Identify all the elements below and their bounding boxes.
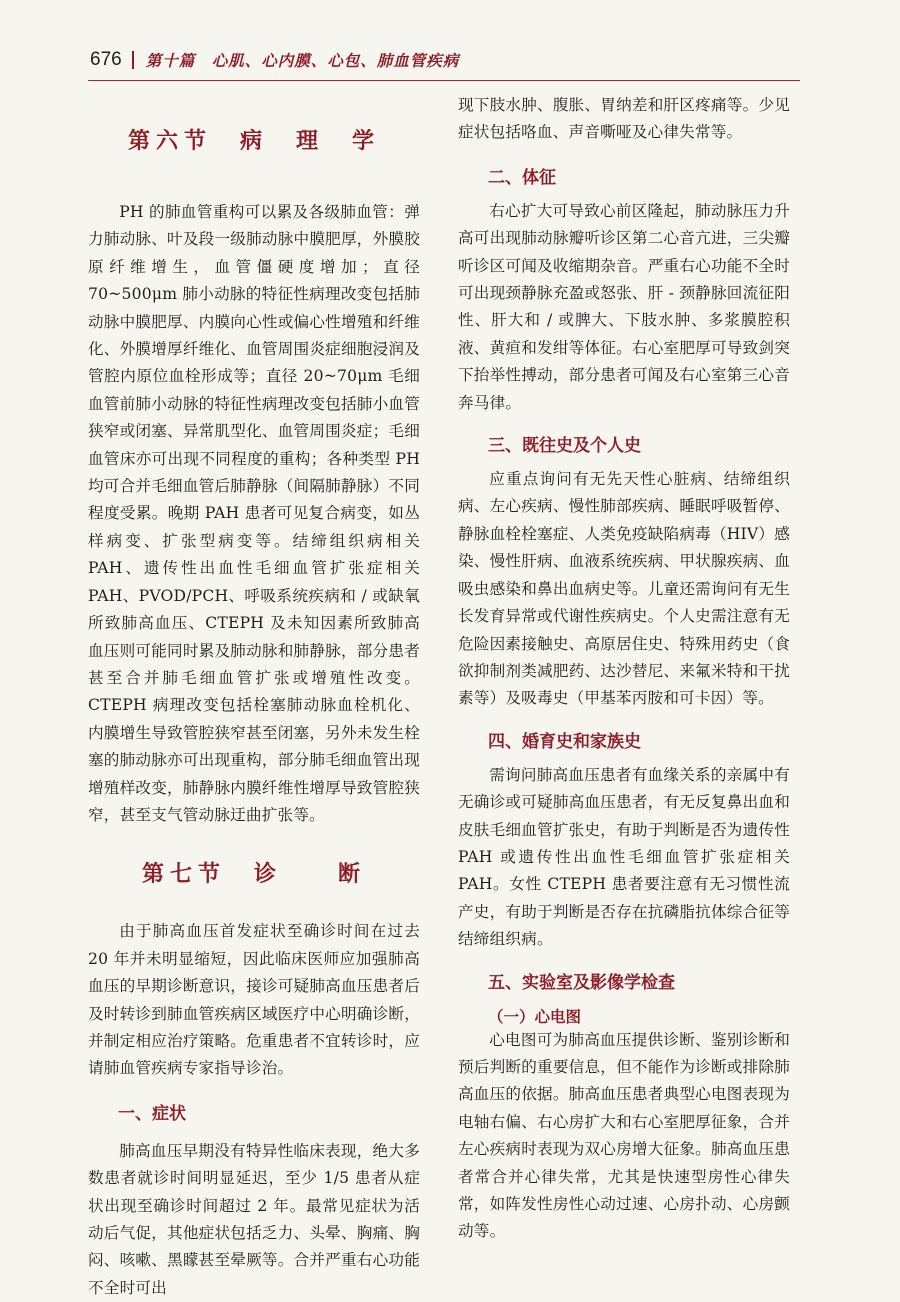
left-column [88,92,420,1302]
page-number: 676 [90,49,122,70]
running-title: 第十篇 心肌、心内膜、心包、肺血管疾病 [145,51,460,70]
section-6-paragraph: PH 的肺血管重构可以累及各级肺血管：弹力肺动脉、叶及段一级肺动脉中膜肥厚，外膜胶原纤维增生，血管僵硬度增加；直径 70~500μm 肺小动脉的特征性病理改变包括肺动脉中膜肥厚、内膜向心性或偏心性增殖和纤维化、外膜增厚纤维化、血管周围炎症细胞浸润及管腔内原位血栓形成等；直径 20~70μm 毛细血管前肺小动脉的特征性病理改变包括肺小血管狭窄或闭塞、异常肌型化、血管周围炎症；毛细血管床亦可出现不同程度的重构；各种类型 PH 均可合并毛细血管后肺静脉（间隔肺静脉）不同程度受累。晚期 PAH 患者可见复合病变，如丛样病变、扩张型病变等。结缔组织病相关 PAH、遗传性出血性毛细血管扩张症相关 PAH、PVOD/PCH、呼吸系统疾病和 / 或缺氧所致肺高血压、CTEPH 及未知因素所致肺高血压则可能同时累及肺动脉和肺静脉，部分患者甚至合并肺毛细血管扩张或增殖性改变。CTEPH 病理改变包括栓塞肺动脉血栓机化、内膜增生导致管腔狭窄甚至闭塞，另外未发生栓塞的肺动脉亦可出现重构，部分肺毛细血管出现增殖样改变，肺静脉内膜纤维性增厚导致管腔狭窄，甚至支气管动脉迂曲扩张等。 [88,203,420,824]
section-6-title: 第六节 病 理 学 [127,129,380,154]
symptoms-paragraph: 肺高血压早期没有特异性临床表现，绝大多数患者就诊时间明显延迟，至少 1/5 患者从症状出现至确诊时间超过 2 年。最常见症状为活动后气促，其他症状包括乏力、头晕、胸痛、胸闷、咳嗽、黑矇甚至晕厥等。合并严重右心功能不全时可出 [88,1141,420,1297]
page-header [90,46,810,74]
signs-paragraph: 右心扩大可导致心前区隆起，肺动脉压力升高可出现肺动脉瓣听诊区第二心音亢进，三尖瓣听诊区可闻及收缩期杂音。严重右心功能不全时可出现颈静脉充盈或怒张、肝 - 颈静脉回流征阳性、肝大和 / 或脾大、下肢水肿、多浆膜腔积液、黄疸和发绀等体征。右心室肥厚可导致剑突下抬举性搏动，部分患者可闻及右心室第三心音奔马律。 [458,201,790,412]
subsection-family-history-title: 四、婚育史和家族史 [488,731,641,752]
header-rule [88,80,800,81]
subsection-lab-imaging-title: 五、实验室及影像学检查 [488,972,675,993]
symptoms-paragraph-continued: 现下肢水肿、腹胀、胃纳差和肝区疼痛等。少见症状包括咯血、声音嘶哑及心律失常等。 [458,96,790,142]
family-history-paragraph: 需询问肺高血压患者有血缘关系的亲属中有无确诊或可疑肺高血压患者，有无反复鼻出血和皮肤毛细血管扩张史，有助于判断是否为遗传性 PAH 或遗传性出血性毛细血管扩张症相关 PAH。女性 CTEPH 患者要注意有无习惯性流产史，有助于判断是否存在抗磷脂抗体综合征等结缔组织病。 [458,765,790,949]
history-paragraph: 应重点询问有无先天性心脏病、结缔组织病、左心疾病、慢性肺部疾病、睡眠呼吸暂停、静脉血栓栓塞症、人类免疫缺陷病毒（HIV）感染、慢性肝病、血液系统疾病、甲状腺疾病、血吸虫感染和鼻出血病史等。儿童还需询问有无生长发育异常或代谢性疾病史。个人史需注意有无危险因素接触史、高原居住史、特殊用药史（食欲抑制剂类减肥药、达沙替尼、来氟米特和干扰素等）及吸毒史（甲基苯丙胺和可卡因）等。 [458,470,790,708]
section-7-title: 第七节 诊 断 [141,862,366,888]
ecg-paragraph: 心电图可为肺高血压提供诊断、鉴别诊断和预后判断的重要信息，但不能作为诊断或排除肺高血压的依据。肺高血压患者典型心电图表现为电轴右偏、右心房扩大和右心室肥厚征象，合并左心疾病时表现为双心房增大征象。肺高血压患者常合并心律失常，尤其是快速型房性心律失常，如阵发性房性心动过速、心房扑动、心房颤动等。 [458,1030,790,1241]
subsection-signs-title: 二、体征 [488,167,556,188]
ecg-title: （一）心电图 [488,1007,582,1026]
subsection-history-title: 三、既往史及个人史 [488,436,641,457]
header-divider [132,51,134,69]
subsection-symptoms-title: 一、症状 [118,1103,186,1124]
right-column [458,92,790,1246]
section-7-paragraph: 由于肺高血压首发症状至确诊时间在过去 20 年并未明显缩短，因此临床医师应加强肺高血压的早期诊断意识，接诊可疑肺高血压患者后及时转诊到肺血管疾病区域医疗中心明确诊断，并制定相应治疗策略。危重患者不宜转诊时，应请肺血管疾病专家指导诊治。 [88,922,420,1078]
